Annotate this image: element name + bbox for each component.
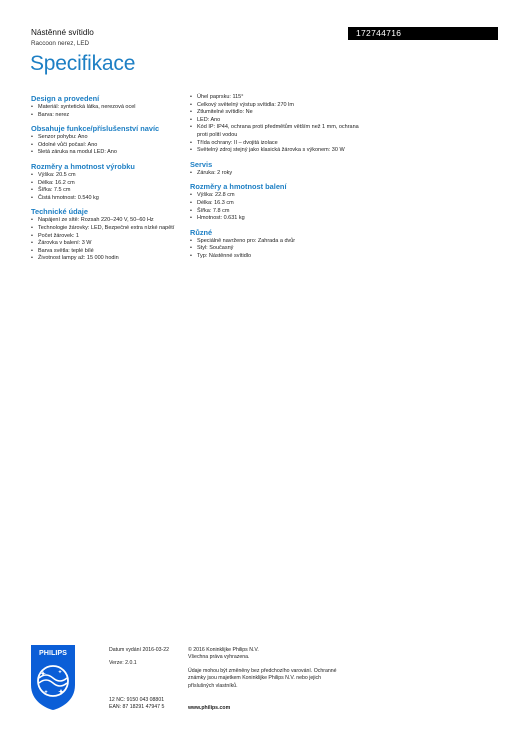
spec-section-design	[31, 94, 181, 119]
version: Verze: 2.0.1	[109, 660, 137, 667]
section-heading: Servis	[190, 159, 213, 169]
product-code-bar: 172744716	[348, 27, 498, 40]
philips-logo	[31, 645, 75, 710]
section-heading: Design a provedení	[31, 94, 100, 103]
spec-list	[190, 170, 365, 178]
rights-reserved: Všechna práva vyhrazena.	[188, 654, 250, 661]
spec-section-package-dimensions	[190, 182, 365, 222]
footer-legal	[188, 647, 348, 712]
spec-item: • Speciálně navrženo pro: Zahrada a dvůr	[190, 238, 365, 246]
spec-item: • Odolné vůči počasí: Ano	[31, 142, 181, 150]
logo-wordmark: PHILIPS	[39, 648, 67, 657]
section-heading: Rozměry a hmotnost výrobku	[31, 161, 135, 171]
spec-list	[190, 94, 365, 155]
spec-list	[31, 104, 181, 119]
section-heading: Technické údaje	[31, 207, 88, 217]
spec-item: • Hmotnost: 0.631 kg	[190, 215, 365, 223]
spec-item: • Životnost lampy až: 15 000 hodin	[31, 255, 181, 263]
spec-item: • Světelný zdroj stejný jako klasická žárovka s výkonem: 30 W	[190, 147, 365, 155]
spec-list	[31, 172, 181, 202]
disclaimer: Údaje mohou být změněny bez předchozího varování. Ochranné známky jsou majetkem Koninklijke Philips N.V. nebo jejich příslušných vlastníků.	[188, 667, 337, 689]
left-column	[31, 94, 181, 268]
spec-item: • Žárovka v balení: 3 W	[31, 240, 181, 248]
page-title: Specifikace	[30, 52, 136, 75]
spec-item: • Výška: 20.5 cm	[31, 172, 181, 180]
spec-section-technical-continued	[190, 94, 365, 155]
spec-item: • Úhel paprsku: 115°	[190, 94, 365, 102]
section-heading: Různé	[190, 227, 213, 237]
spec-item: • LED: Ano	[190, 117, 365, 125]
product-title: Nástěnné svítidlo	[31, 28, 94, 37]
spec-item: • Šířka: 7.8 cm	[190, 208, 365, 216]
spec-item: • Typ: Nástěnné svítidlo	[190, 253, 365, 261]
spec-section-features	[31, 124, 181, 157]
spec-item: • Počet žárovek: 1	[31, 233, 181, 241]
issue-date: Datum vydání 2016-03-22	[109, 647, 169, 653]
spec-item: • Napájení ze sítě: Rozsah 220–240 V, 50–60 Hz	[31, 217, 181, 225]
spec-item: • Barva světla: teplé bílé	[31, 248, 181, 256]
spec-item: • Délka: 16.3 cm	[190, 200, 365, 208]
spec-item: • Záruka: 2 roky	[190, 170, 365, 178]
spec-list	[31, 134, 181, 157]
philips-shield-icon	[31, 645, 75, 710]
spec-list	[190, 238, 365, 261]
website-link[interactable]: www.philips.com	[188, 705, 231, 712]
spec-item: • Šířka: 7.5 cm	[31, 187, 181, 195]
spec-item: • Styl: Současný	[190, 245, 365, 253]
product-subtitle: Raccoon nerez, LED	[31, 40, 90, 47]
spec-section-technical	[31, 207, 181, 263]
spec-section-misc	[190, 228, 365, 261]
section-heading: Obsahuje funkce/příslušenství navíc	[31, 124, 160, 134]
spec-item: • Ztlumitelné svítidlo: Ne	[190, 109, 365, 117]
spec-item: • Délka: 16.2 cm	[31, 180, 181, 188]
spec-item: • Celkový světelný výstup svítidla: 270 lm	[190, 102, 365, 110]
spec-item: • Senzor pohybu: Ano	[31, 134, 181, 142]
spec-list	[31, 217, 181, 263]
copyright: © 2016 Koninklijke Philips N.V.	[188, 647, 259, 653]
spec-item: • Materiál: syntetická látka, nerezová ocel	[31, 104, 181, 112]
spec-section-service	[190, 160, 365, 178]
right-column	[190, 94, 365, 266]
spec-item: • Třída ochrany: II – dvojitá izolace	[190, 140, 365, 148]
spec-item: • Výška: 22.8 cm	[190, 192, 365, 200]
spec-list	[190, 192, 365, 222]
spec-item: • Kód IP: IP44, ochrana proti předmětům větším než 1 mm, ochrana proti polití vodou	[190, 124, 365, 139]
spec-section-product-dimensions	[31, 162, 181, 202]
section-heading: Rozměry a hmotnost balení	[190, 182, 287, 192]
spec-item: • 5letá záruka na modul LED: Ano	[31, 149, 181, 157]
spec-item: • Technologie žárovky: LED, Bezpečné extra nízké napětí	[31, 225, 181, 233]
spec-item: • Čistá hmotnost: 0.540 kg	[31, 195, 181, 203]
spec-item: • Barva: nerez	[31, 112, 181, 120]
footer-meta	[109, 647, 184, 712]
ean-code: EAN: 87 18291 47947 5	[109, 704, 165, 711]
nc-code: 12 NC: 9150 043 08801	[109, 696, 165, 703]
